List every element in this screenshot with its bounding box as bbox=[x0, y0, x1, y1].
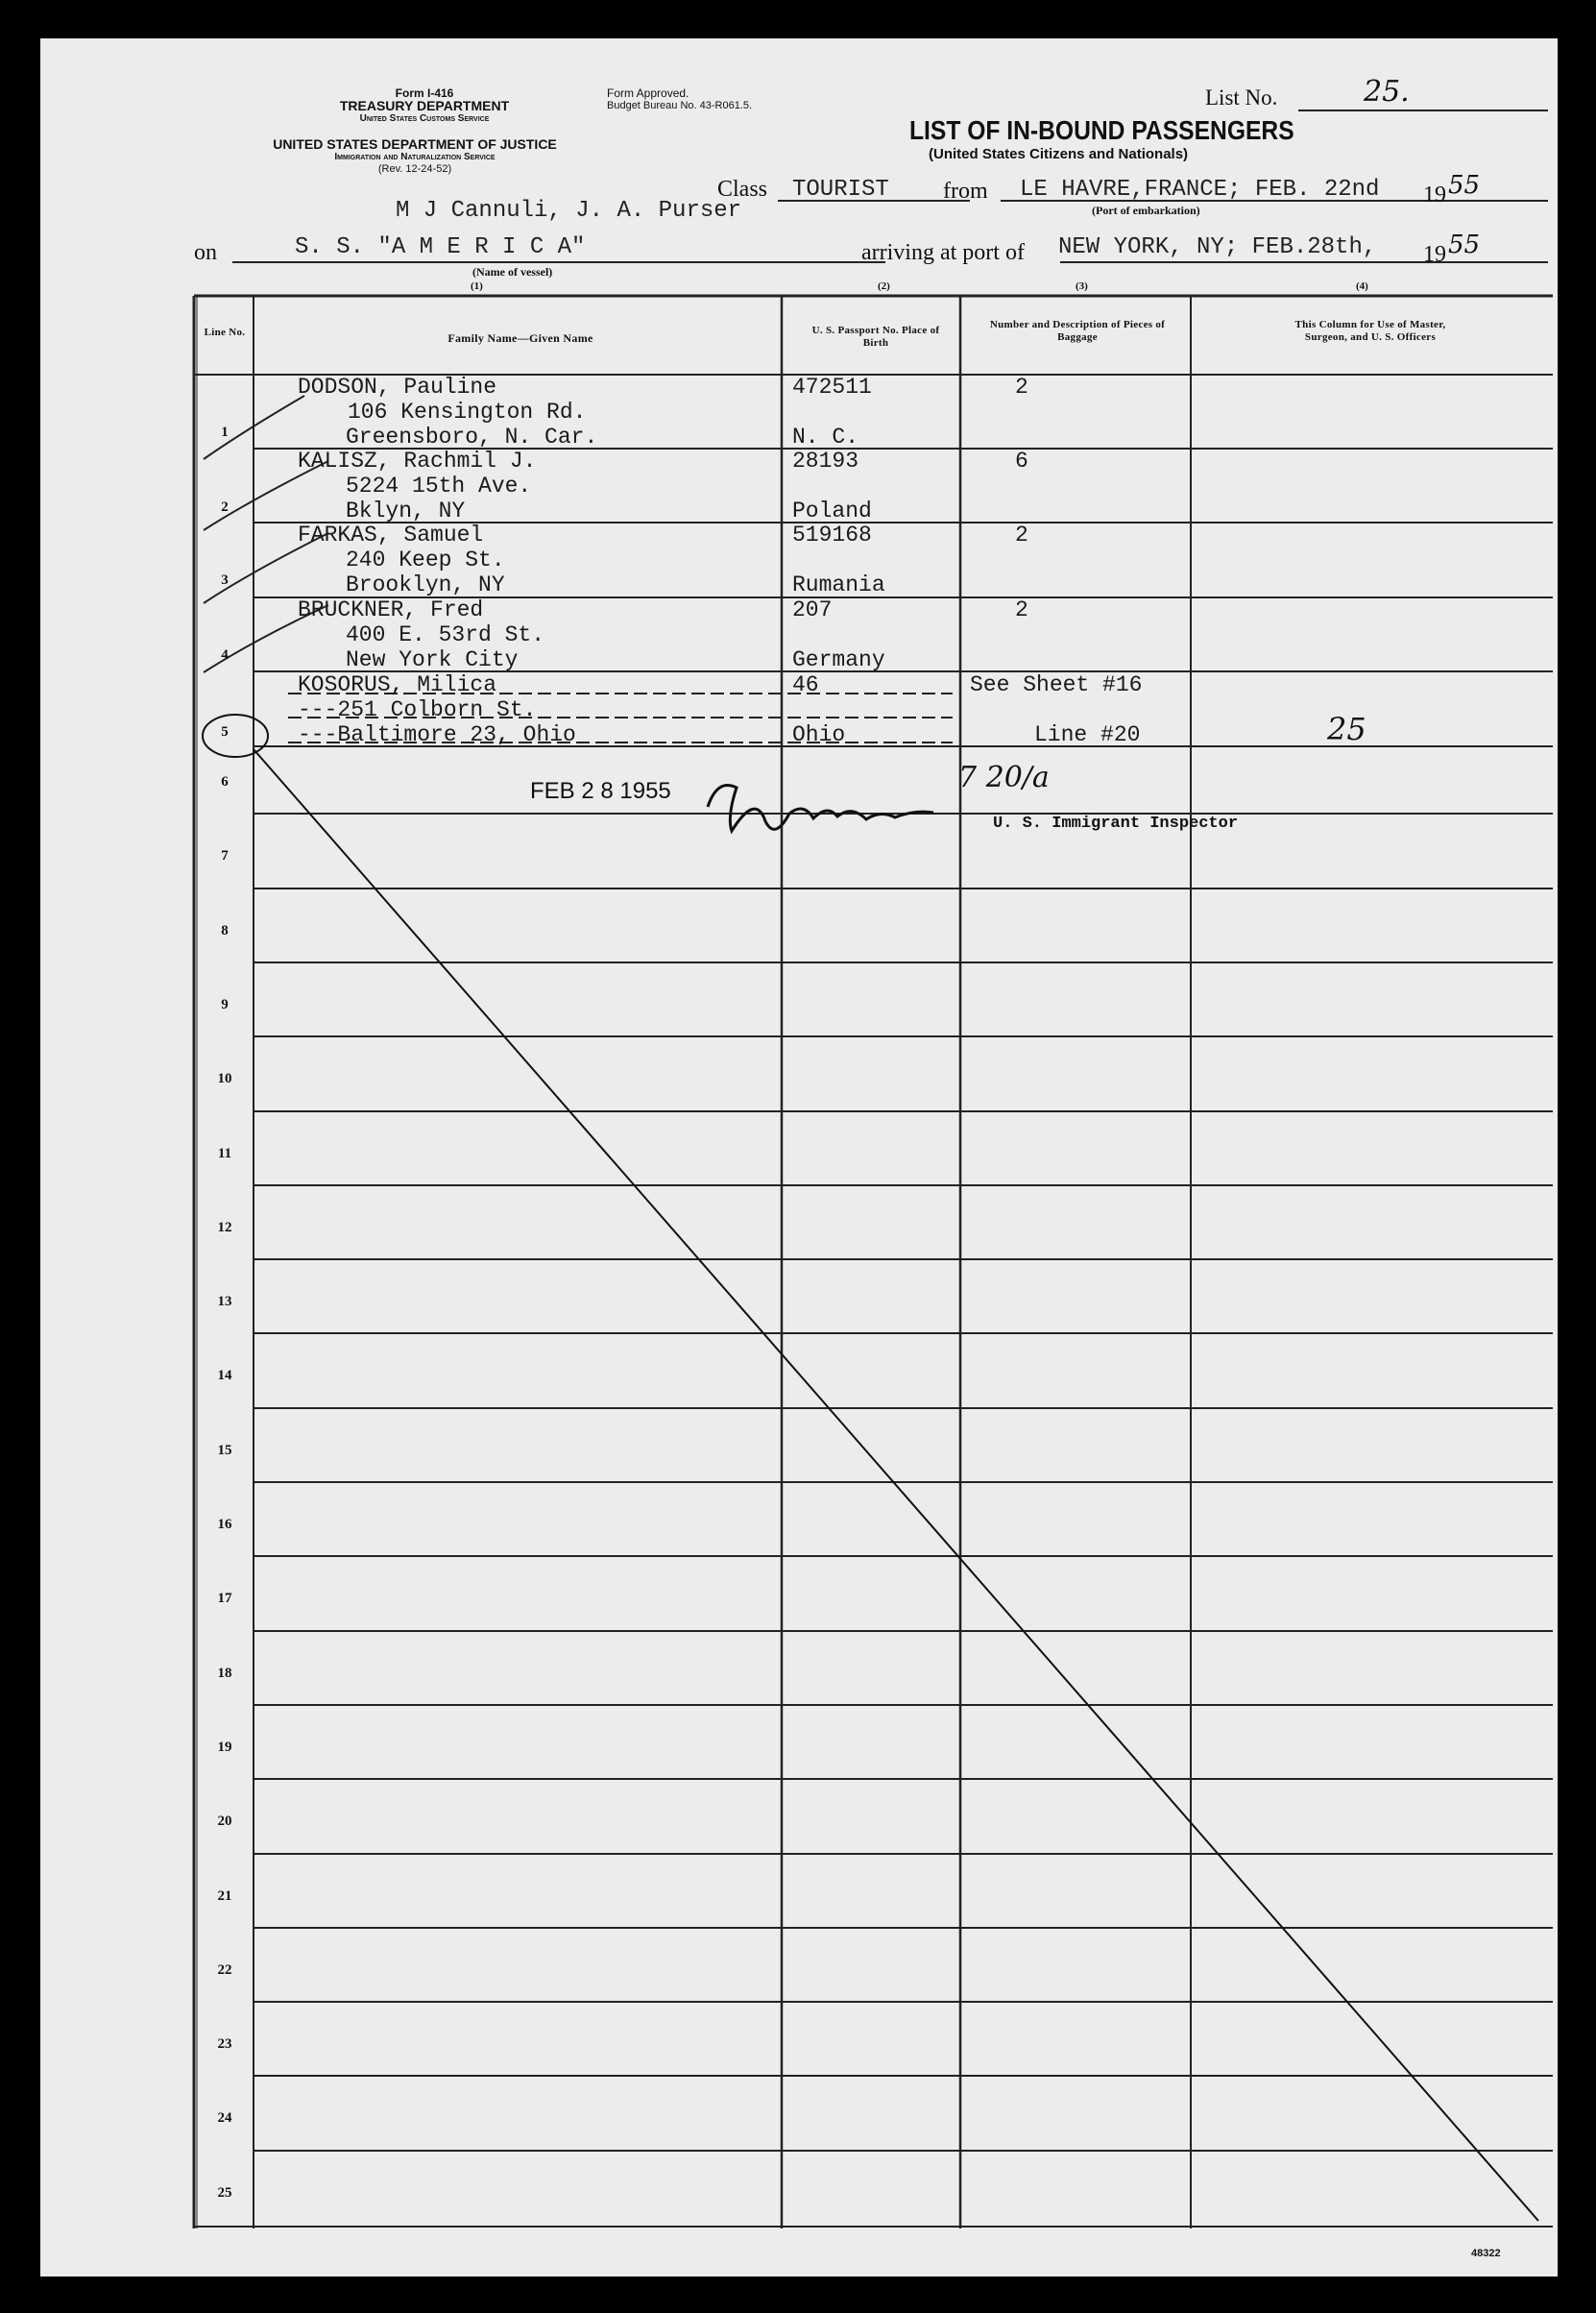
row-number: 19 bbox=[217, 1740, 232, 1755]
form-number: Form I-416 bbox=[395, 86, 454, 100]
passenger-city: New York City bbox=[346, 647, 519, 672]
treasury-department: TREASURY DEPARTMENT bbox=[339, 98, 510, 113]
row-number: 7 bbox=[221, 848, 229, 864]
baggage-reference: See Sheet #16 bbox=[970, 672, 1143, 697]
row-number: 16 bbox=[217, 1517, 232, 1532]
row-number: 11 bbox=[217, 1146, 232, 1161]
row-number: 22 bbox=[217, 1962, 232, 1978]
row-number: 9 bbox=[221, 997, 229, 1012]
col3-number: (3) bbox=[1076, 280, 1088, 292]
row-number: 24 bbox=[217, 2110, 232, 2126]
row-number: 10 bbox=[217, 1071, 232, 1086]
passport-number: 46 bbox=[792, 672, 819, 697]
passenger-name: KALISZ, Rachmil J. bbox=[298, 449, 537, 474]
row-number: 1 bbox=[221, 425, 229, 440]
list-title: LIST OF IN-BOUND PASSENGERS bbox=[909, 115, 1294, 145]
vessel-label: (Name of vessel) bbox=[472, 265, 553, 279]
passenger-name: DODSON, Pauline bbox=[298, 375, 497, 400]
row-number: 6 bbox=[221, 774, 229, 790]
row-number: 14 bbox=[217, 1368, 232, 1383]
col-header-passport: U. S. Passport No. Place of Birth bbox=[811, 325, 940, 349]
birthplace: Poland bbox=[792, 499, 872, 523]
list-no-label: List No. bbox=[1205, 85, 1278, 110]
row-number: 23 bbox=[217, 2036, 232, 2052]
from-value: LE HAVRE,FRANCE; FEB. 22nd bbox=[1020, 177, 1380, 203]
baggage-count: 2 bbox=[1015, 523, 1028, 548]
birthplace: Rumania bbox=[792, 572, 885, 597]
col2-number: (2) bbox=[878, 280, 890, 292]
justice-department: UNITED STATES DEPARTMENT OF JUSTICE bbox=[273, 136, 557, 152]
form-page bbox=[40, 38, 1558, 2276]
col-header-baggage: Number and Description of Pieces of Baggage bbox=[989, 319, 1166, 343]
row-number: 18 bbox=[217, 1666, 232, 1681]
row-number: 21 bbox=[217, 1888, 232, 1904]
ins-service: Immigration and Naturalization Service bbox=[334, 152, 496, 162]
inspector-title: U. S. Immigrant Inspector bbox=[993, 815, 1239, 833]
baggage-count: 6 bbox=[1015, 449, 1028, 474]
port-embark-label: (Port of embarkation) bbox=[1092, 204, 1200, 217]
list-subtitle: (United States Citizens and Nationals) bbox=[929, 146, 1189, 162]
row-number: 25 bbox=[217, 2185, 232, 2201]
from-year: 55 bbox=[1448, 171, 1481, 200]
passenger-city: Greensboro, N. Car. bbox=[346, 425, 598, 450]
birthplace: N. C. bbox=[792, 425, 859, 450]
passenger-name: KOSORUS, Milica bbox=[298, 672, 497, 697]
class-value: TOURIST bbox=[792, 177, 889, 203]
passenger-city: ---Baltimore 23, Ohio bbox=[298, 722, 576, 747]
arriving-value: NEW YORK, NY; FEB.28th, bbox=[1058, 234, 1377, 260]
passport-number: 519168 bbox=[792, 523, 872, 548]
row-number: 15 bbox=[217, 1443, 232, 1458]
row-number: 4 bbox=[221, 647, 229, 663]
arriving-label: arriving at port of bbox=[861, 240, 1025, 265]
officer-note: 25 bbox=[1327, 711, 1366, 747]
passenger-address: 240 Keep St. bbox=[346, 548, 505, 572]
from-label: from bbox=[943, 179, 988, 204]
col-header-officers: This Column for Use of Master, Surgeon, and U. S. Officers bbox=[1294, 319, 1446, 343]
inspector-initials: 7 20/a bbox=[958, 761, 1050, 794]
row-number: 20 bbox=[217, 1814, 232, 1829]
from-year-prefix: 19 bbox=[1423, 183, 1446, 207]
customs-service: United States Customs Service bbox=[359, 113, 490, 124]
passport-number: 28193 bbox=[792, 449, 859, 474]
col-header-line-no: Line No. bbox=[204, 327, 246, 338]
row-number: 8 bbox=[221, 923, 229, 938]
col-header-name: Family Name—Given Name bbox=[447, 331, 593, 345]
passport-number: 207 bbox=[792, 597, 833, 622]
passenger-address: 400 E. 53rd St. bbox=[346, 622, 545, 647]
form-approved: Form Approved. bbox=[607, 86, 689, 100]
baggage-count: 2 bbox=[1015, 375, 1028, 400]
signer-name: M J Cannuli, J. A. Purser bbox=[396, 198, 742, 224]
col4-number: (4) bbox=[1356, 280, 1368, 292]
col1-number: (1) bbox=[471, 280, 483, 292]
row-number: 13 bbox=[217, 1294, 232, 1309]
row-number: 3 bbox=[221, 572, 229, 588]
date-stamp: FEB 2 8 1955 bbox=[530, 778, 671, 804]
passenger-address: ---251 Colborn St. bbox=[298, 697, 537, 722]
birthplace: Ohio bbox=[792, 722, 846, 747]
passenger-city: Brooklyn, NY bbox=[346, 572, 505, 597]
on-label: on bbox=[194, 240, 217, 265]
passenger-address: 5224 15th Ave. bbox=[346, 474, 532, 499]
row-number: 5 bbox=[221, 724, 229, 740]
class-label: Class bbox=[717, 177, 768, 202]
vessel-value: S. S. "A M E R I C A" bbox=[295, 234, 586, 260]
passenger-name: BRUCKNER, Fred bbox=[298, 597, 484, 622]
passenger-city: Bklyn, NY bbox=[346, 499, 466, 523]
budget-bureau: Budget Bureau No. 43-R061.5. bbox=[607, 100, 753, 111]
baggage-count: 2 bbox=[1015, 597, 1028, 622]
baggage-reference-line: Line #20 bbox=[1034, 722, 1141, 747]
arriving-year-prefix: 19 bbox=[1423, 242, 1446, 267]
cancel-diagonal bbox=[254, 749, 1538, 2221]
revision-date: (Rev. 12-24-52) bbox=[377, 163, 452, 175]
list-no-value: 25. bbox=[1364, 75, 1410, 109]
inspector-signature bbox=[708, 786, 933, 832]
passenger-name: FARKAS, Samuel bbox=[298, 523, 484, 548]
passenger-address: 106 Kensington Rd. bbox=[348, 400, 587, 425]
row-number: 2 bbox=[221, 499, 229, 515]
birthplace: Germany bbox=[792, 647, 885, 672]
passport-number: 472511 bbox=[792, 375, 872, 400]
row-number: 17 bbox=[217, 1591, 232, 1606]
row-number: 12 bbox=[217, 1220, 232, 1235]
arriving-year: 55 bbox=[1448, 231, 1481, 259]
footer-code: 48322 bbox=[1471, 2248, 1501, 2259]
